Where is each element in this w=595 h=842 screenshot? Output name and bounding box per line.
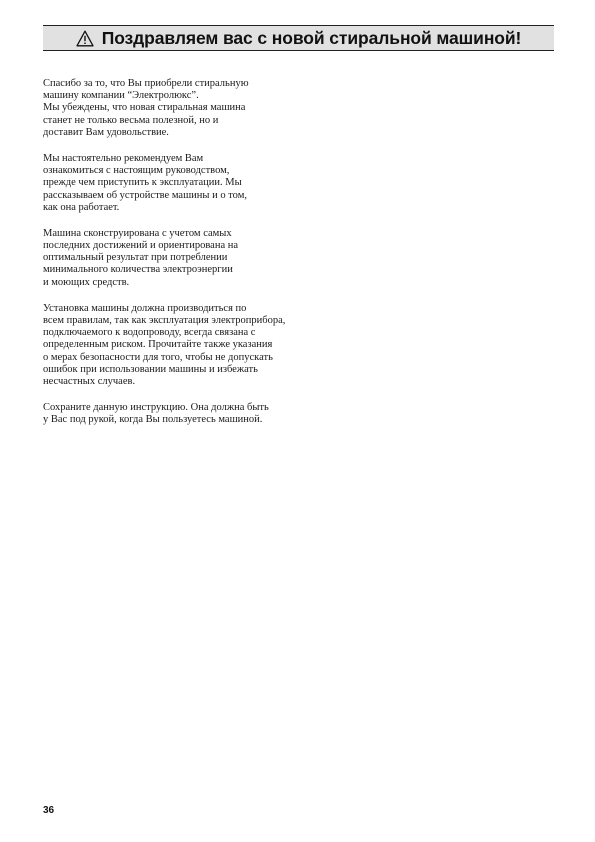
paragraph-keep-manual <box>43 402 353 426</box>
page-number: 36 <box>43 805 55 816</box>
text-line: у Вас под рукой, когда Вы пользуетесь машиной. <box>43 414 263 426</box>
text-line: минимального количества электроэнергии <box>43 264 233 276</box>
paragraph-recommendation <box>43 153 353 214</box>
text-line: о мерах безопасности для того, чтобы не допускать <box>43 351 273 363</box>
text-line: Сохраните данную инструкцию. Она должна быть <box>43 402 269 414</box>
section-header <box>43 25 554 51</box>
text-line: ошибок при использовании машины и избежать <box>43 363 258 375</box>
text-line: Спасибо за то, что Вы приобрели стиральную <box>43 78 249 89</box>
text-line: и моющих средств. <box>43 276 130 288</box>
page-title: Поздравляем вас с новой стиральной машиной! <box>101 27 522 48</box>
text-line: подключаемого к водопроводу, всегда связана с <box>43 327 256 339</box>
intro-text <box>43 78 353 441</box>
text-line: всем правилам, так как эксплуатация электроприбора, <box>43 315 286 326</box>
paragraph-design <box>43 228 353 289</box>
text-line: машину компании “Электролюкс”. <box>43 90 199 102</box>
text-line: Машина сконструирована с учетом самых <box>43 227 232 239</box>
paragraph-thanks <box>43 78 353 139</box>
text-line: станет не только весьма полезной, но и <box>43 114 219 126</box>
text-line: ознакомиться с настоящим руководством, <box>43 165 230 177</box>
paragraph-installation <box>43 303 353 388</box>
text-line: оптимальный результат при потреблении <box>43 252 228 264</box>
text-line: определенным риском. Прочитайте также указания <box>43 339 273 351</box>
text-line: Мы настоятельно рекомендуем Вам <box>43 152 204 164</box>
text-line: доставит Вам удовольствие. <box>43 126 169 138</box>
text-line: несчастных случаев. <box>43 375 136 387</box>
text-line: Установка машины должна производиться по <box>43 302 247 314</box>
text-line: рассказываем об устройстве машины и о том, <box>43 189 247 201</box>
text-line: прежде чем приступить к эксплуатации. Мы <box>43 177 242 189</box>
text-line: как она работает. <box>43 201 120 213</box>
warning-triangle-icon <box>76 30 94 47</box>
text-line: последних достижений и ориентирована на <box>43 240 239 252</box>
text-line: Мы убеждены, что новая стиральная машина <box>43 102 246 114</box>
